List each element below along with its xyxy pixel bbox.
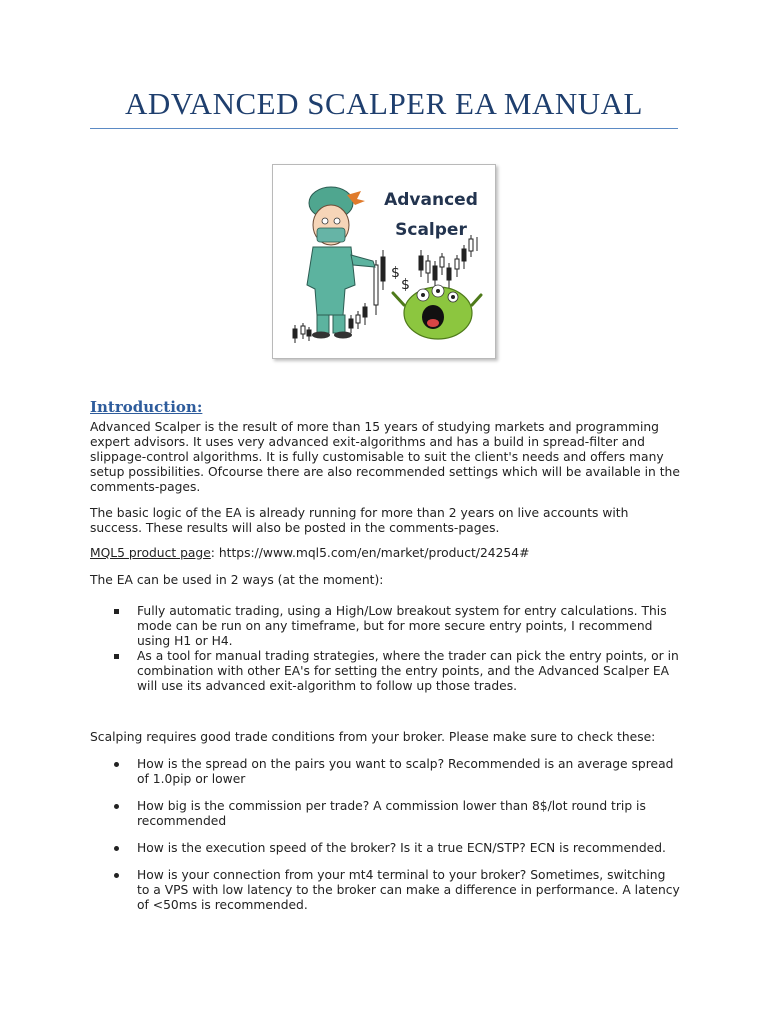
list-item <box>90 799 680 829</box>
square-bullet-icon <box>114 609 119 614</box>
list-item-text: How is the execution speed of the broker? Is it a true ECN/STP? ECN is recommended. <box>137 841 666 855</box>
list-item <box>90 841 680 856</box>
logo-line-2: Scalper <box>395 220 467 240</box>
list-item <box>90 649 680 694</box>
list-item-text: How is the spread on the pairs you want to scalp? Recommended is an average spread of 1.0pip or lower <box>137 757 674 786</box>
list-item-text: Fully automatic trading, using a High/Low breakout system for entry calculations. This mode can be run on any timeframe, but for more secure entry points, I recommend using H1 or H4. <box>137 604 667 648</box>
logo-line-1: Advanced <box>384 190 478 210</box>
list-item-text: As a tool for manual trading strategies, where the trader can pick the entry points, or in combination with other EA's for setting the entry points, and the Advanced Scalper EA will use its advanced exit-algorithm to follow up those trades. <box>137 649 679 693</box>
title-divider <box>90 128 678 129</box>
square-bullet-icon <box>114 654 119 659</box>
dot-bullet-icon <box>114 873 119 878</box>
product-page-separator: : <box>210 546 219 560</box>
intro-paragraph-1: Advanced Scalper is the result of more than 15 years of studying markets and programming expert advisors. It uses very advanced exit-algorithms and has a build in spread-filter and slippage-control algorithms. It is fully customisable to suit the client's needs and offers many setup possibilities. Ofcourse there are also recommended settings which will be available in the comments-pages. <box>90 420 680 494</box>
dollar-sign-2: $ <box>401 277 410 293</box>
list-item-text: How big is the commission per trade? A commission lower than 8$/lot round trip is recommended <box>137 799 646 828</box>
introduction-heading: Introduction: <box>90 398 203 416</box>
list-item <box>90 868 680 913</box>
page-title: ADVANCED SCALPER EA MANUAL <box>125 86 643 121</box>
broker-conditions-list <box>90 757 680 913</box>
dot-bullet-icon <box>114 762 119 767</box>
logo-illustration <box>273 165 495 358</box>
dollar-sign-1: $ <box>391 265 400 281</box>
list-item <box>90 604 680 649</box>
green-monster-icon <box>393 285 481 339</box>
product-page-label[interactable]: MQL5 product page <box>90 546 211 560</box>
list-item <box>90 757 680 787</box>
scalping-intro: Scalping requires good trade conditions from your broker. Please make sure to check these: <box>90 730 656 744</box>
usage-modes-list <box>90 604 680 694</box>
dot-bullet-icon <box>114 846 119 851</box>
product-page-line <box>90 546 680 561</box>
product-page-url[interactable]: https://www.mql5.com/en/market/product/24254# <box>218 546 530 560</box>
intro-paragraph-2: The basic logic of the EA is already running for more than 2 years on live accounts with success. These results will also be posted in the comments-pages. <box>90 506 629 535</box>
list-item-text: How is your connection from your mt4 terminal to your broker? Sometimes, switching to a VPS with low latency to the broker can make a difference in performance. A latency of <50ms is recommended. <box>137 868 680 912</box>
dot-bullet-icon <box>114 804 119 809</box>
ways-intro: The EA can be used in 2 ways (at the moment): <box>90 573 384 587</box>
advanced-scalper-logo-image <box>272 164 496 359</box>
